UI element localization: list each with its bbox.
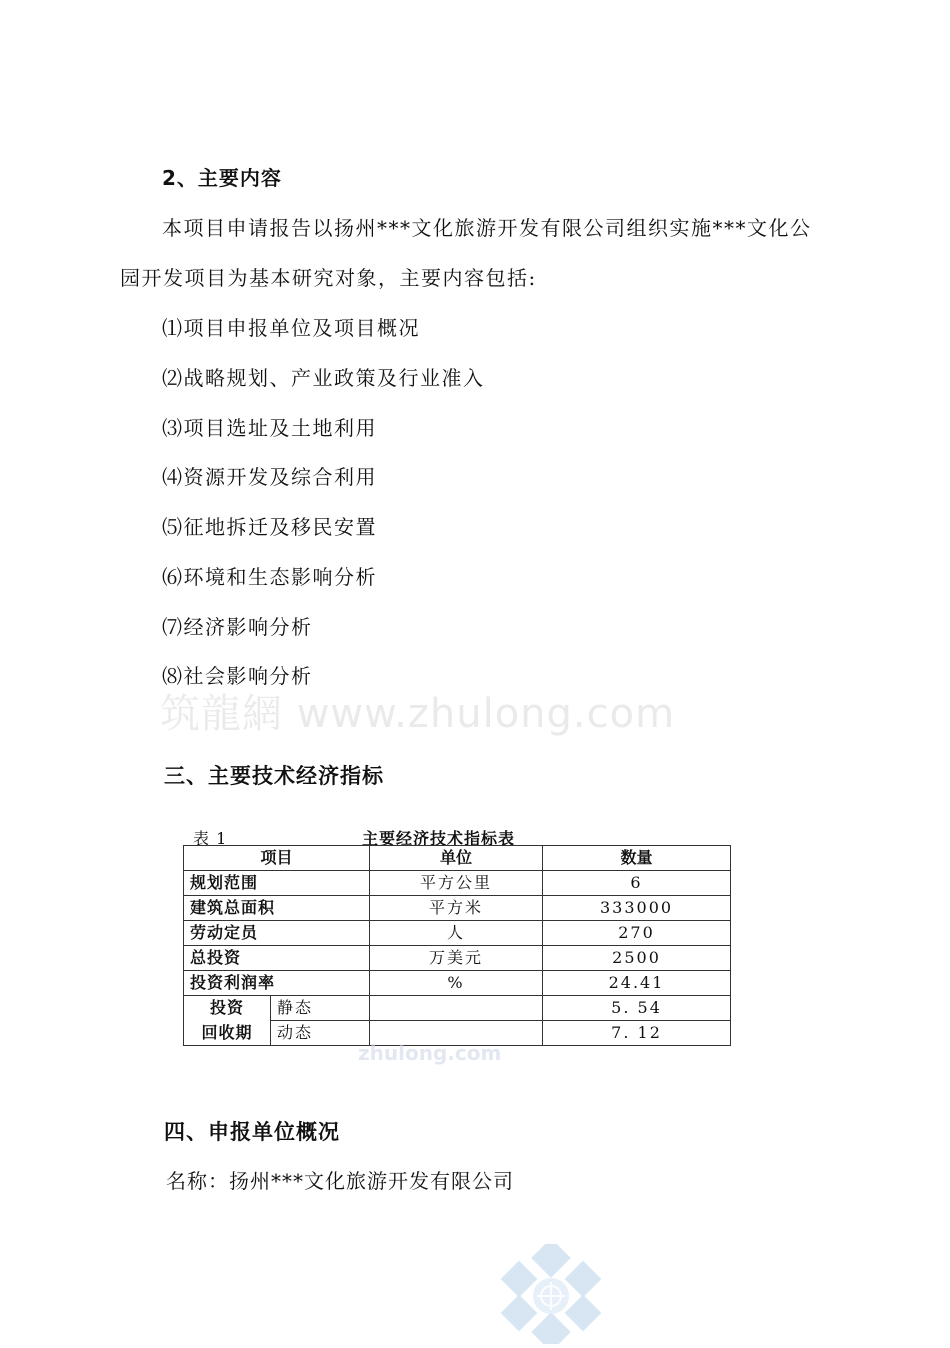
header-value: 数量 (543, 846, 731, 871)
content-item-2: ⑵战略规划、产业政策及行业准入 (162, 366, 485, 390)
table-row (184, 921, 731, 946)
table-title: 主要经济技术指标表 (362, 829, 516, 848)
table-header-row (184, 846, 731, 871)
intro-line-1: 本项目申请报告以扬州***文化旅游开发有限公司组织实施***文化公 (162, 216, 812, 240)
table-row (184, 946, 731, 971)
payback-static-unit (370, 996, 543, 1021)
content-item-6: ⑹环境和生态影响分析 (162, 565, 377, 589)
content-item-1: ⑴项目申报单位及项目概况 (162, 316, 420, 340)
row-item: 总投资 (184, 946, 370, 971)
header-item: 项目 (184, 846, 370, 871)
table-watermark: zhulong.com (358, 1041, 502, 1065)
header-unit: 单位 (370, 846, 543, 871)
content-item-3: ⑶项目选址及土地利用 (162, 416, 377, 440)
content-item-8: ⑻社会影响分析 (162, 664, 313, 688)
row-item: 劳动定员 (184, 921, 370, 946)
row-value: 24.41 (543, 971, 731, 996)
row-unit: 平方米 (370, 896, 543, 921)
flower-logo-icon (496, 1244, 606, 1344)
row-unit: 人 (370, 921, 543, 946)
section-4-heading: 四、申报单位概况 (164, 1120, 340, 1144)
payback-label-line-2: 回收期 (184, 1021, 271, 1046)
section-2-heading: 2、主要内容 (162, 166, 282, 190)
table-row (184, 896, 731, 921)
intro-line-2: 园开发项目为基本研究对象，主要内容包括: (120, 266, 537, 290)
table-row (184, 871, 731, 896)
table-row (184, 971, 731, 996)
payback-dynamic-value: 7. 12 (543, 1021, 731, 1046)
section-3-heading: 三、主要技术经济指标 (164, 764, 384, 788)
table-row-payback-static (184, 996, 731, 1021)
row-unit: 平方公里 (370, 871, 543, 896)
payback-label-line-1: 投资 (184, 996, 271, 1021)
row-unit: 万美元 (370, 946, 543, 971)
row-value: 6 (543, 871, 731, 896)
row-item: 建筑总面积 (184, 896, 370, 921)
row-item: 投资利润率 (184, 971, 370, 996)
payback-static-label: 静态 (271, 996, 370, 1021)
row-value: 2500 (543, 946, 731, 971)
row-value: 333000 (543, 896, 731, 921)
content-item-5: ⑸征地拆迁及移民安置 (162, 515, 377, 539)
payback-static-value: 5. 54 (543, 996, 731, 1021)
economic-indicators-table (183, 845, 731, 1046)
row-unit: % (370, 971, 543, 996)
company-name-line: 名称：扬州***文化旅游开发有限公司 (166, 1169, 514, 1193)
row-item: 规划范围 (184, 871, 370, 896)
watermark-text: 筑龍網 www.zhulong.com (160, 691, 676, 737)
table-caption-label: 表 1 (193, 829, 228, 848)
content-item-7: ⑺经济影响分析 (162, 615, 313, 639)
row-value: 270 (543, 921, 731, 946)
content-item-4: ⑷资源开发及综合利用 (162, 465, 377, 489)
payback-dynamic-label: 动态 (271, 1021, 370, 1046)
